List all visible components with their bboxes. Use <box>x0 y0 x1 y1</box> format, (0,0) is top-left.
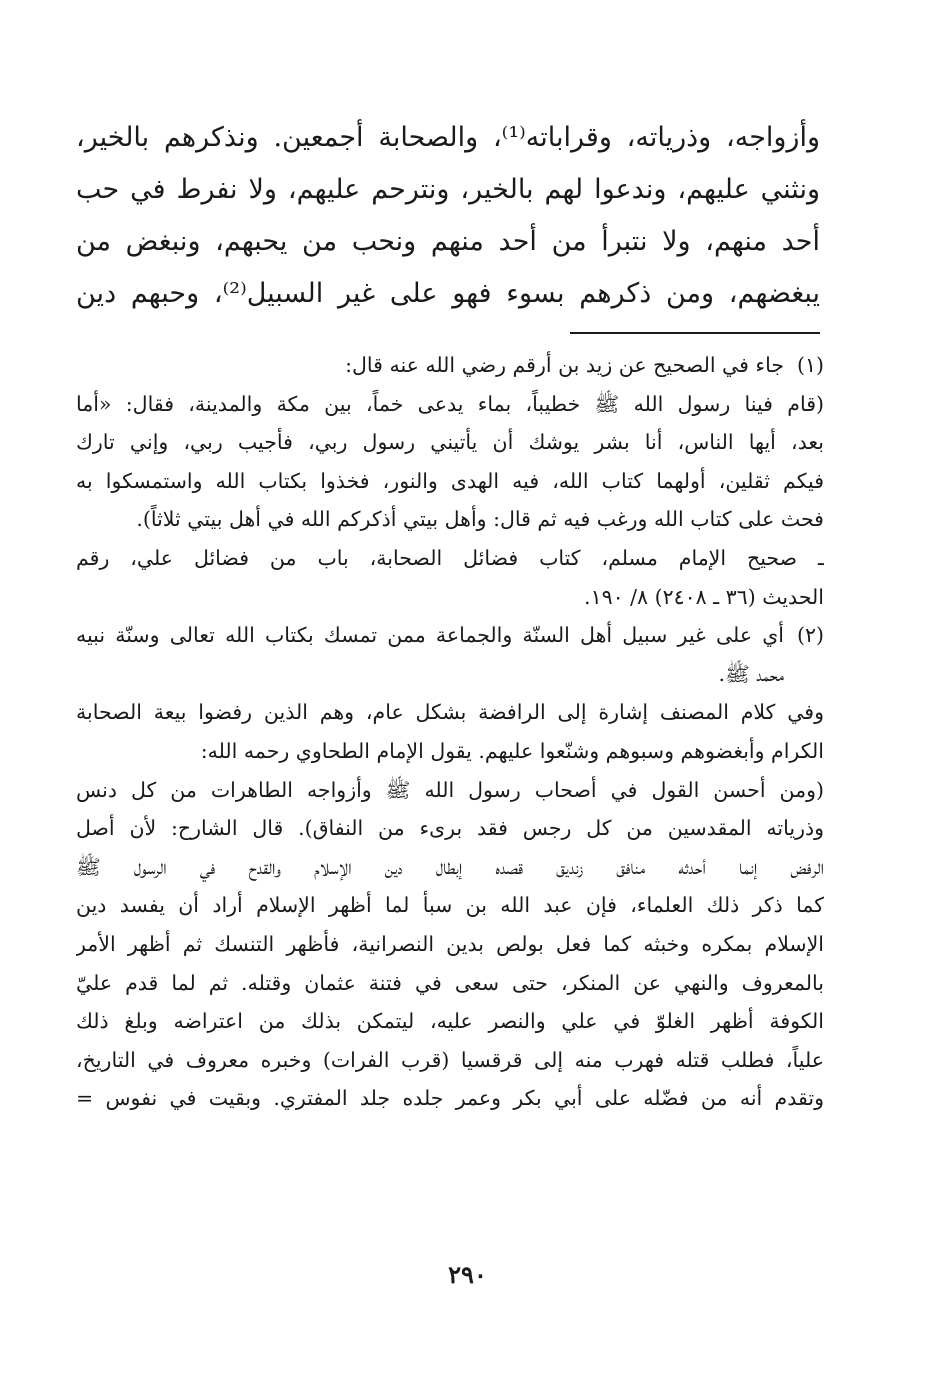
footnotes <box>76 346 824 1118</box>
footnote-line: كما ذكر ذلك العلماء، فإن عبد الله بن سبأ لما أظهر الإسلام أراد أن يفسد دين <box>76 893 824 918</box>
footnote-line: وتقدم أنه من فضّله على أبي بكر وعمر جلده جلد المفتري. وبقيت في نفوس = <box>76 1086 824 1111</box>
footnote-line: وفي كلام المصنف إشارة إلى الرافضة بشكل عام، وهم الذين رفضوا بيعة الصحابة <box>76 700 824 725</box>
footnote-line: الحديث (٣٦ ـ ٢٤٠٨) ٨/ ١٩٠. <box>584 584 824 609</box>
main-line: وأزواجه، وذرياته، وقراباته⁽¹⁾، والصحابة أجمعين. ونذكرهم بالخير، <box>76 122 820 153</box>
footnote-marker: (٢) <box>796 623 824 648</box>
footnote-line: (قام فينا رسول الله ﷺ خطيباً، بماء يدعى خماً، بين مكة والمدينة، فقال: «أما <box>76 391 824 416</box>
footnote-line: محمد ﷺ. <box>718 661 784 686</box>
footnote-line: الرفض إنما أحدثه منافق زنديق قصده إبطال دين الإسلام والقدح في الرسول ﷺ <box>76 854 824 879</box>
footnote-line: بالمعروف والنهي عن المنكر، حتى سعى في فتنة عثمان وقتله. ثم لما قدم عليّ <box>76 970 824 995</box>
footnote-1 <box>76 346 824 385</box>
page-number: ٢٩٠ <box>448 1260 487 1289</box>
footnote-line: (ومن أحسن القول في أصحاب رسول الله ﷺ وأزواجه الطاهرات من كل دنس <box>76 777 824 802</box>
footnote-line: فيكم ثقلين، أولهما كتاب الله، فيه الهدى والنور، فخذوا بكتاب الله واستمسكوا به <box>76 468 824 493</box>
main-line: يبغضهم، ومن ذكرهم بسوء فهو على غير السبيل⁽²⁾، وحبهم دين <box>76 278 820 309</box>
footnote-marker: (١) <box>796 353 824 377</box>
footnote-line: بعد، أيها الناس، أنا بشر يوشك أن يأتيني رسول ربي، فأجيب ربي، وإني تارك <box>76 430 824 455</box>
footnote-line: علياً، فطلب قتله فهرب منه إلى قرقسيا (قرب الفرات) وخبره معروف في التاريخ، <box>76 1047 824 1072</box>
main-line: أحد منهم، ولا نتبرأ من أحد منهم ونحب من يحبهم، ونبغض من <box>76 226 820 257</box>
footnote-line: وذرياته المقدسين من كل رجس فقد برىء من النفاق). قال الشارح: لأن أصل <box>76 816 824 841</box>
footnote-line: جاء في الصحيح عن زيد بن أرقم رضي الله عنه قال: <box>345 353 784 377</box>
footnote-line: الكرام وأبغضوهم وسبوهم وشنّعوا عليهم. يقول الإمام الطحاوي رحمه الله: <box>200 738 824 763</box>
footnote-line: ـ صحيح الإمام مسلم، كتاب فضائل الصحابة، باب من فضائل علي، رقم <box>76 545 824 570</box>
footnote-separator <box>570 332 820 334</box>
main-text <box>76 112 820 320</box>
main-line: ونثني عليهم، وندعوا لهم بالخير، ونترحم عليهم، ولا نفرط في حب <box>76 174 820 205</box>
footnote-line: الإسلام بمكره وخبثه كما فعل بولص بدين النصرانية، فأظهر التنسك ثم أظهر الأمر <box>76 931 824 956</box>
footnote-2 <box>76 616 824 693</box>
footnote-line: فحث على كتاب الله ورغب فيه ثم قال: وأهل بيتي أذكركم الله في أهل بيتي ثلاثاً). <box>136 507 824 532</box>
footnote-line: الكوفة أظهر الغلوّ في علي والنصر عليه، ليتمكن بذلك من اعتراضه وبلغ ذلك <box>76 1009 824 1034</box>
footnote-line: أي على غير سبيل أهل السنّة والجماعة ممن تمسك بكتاب الله تعالى وسنّة نبيه <box>76 623 784 648</box>
